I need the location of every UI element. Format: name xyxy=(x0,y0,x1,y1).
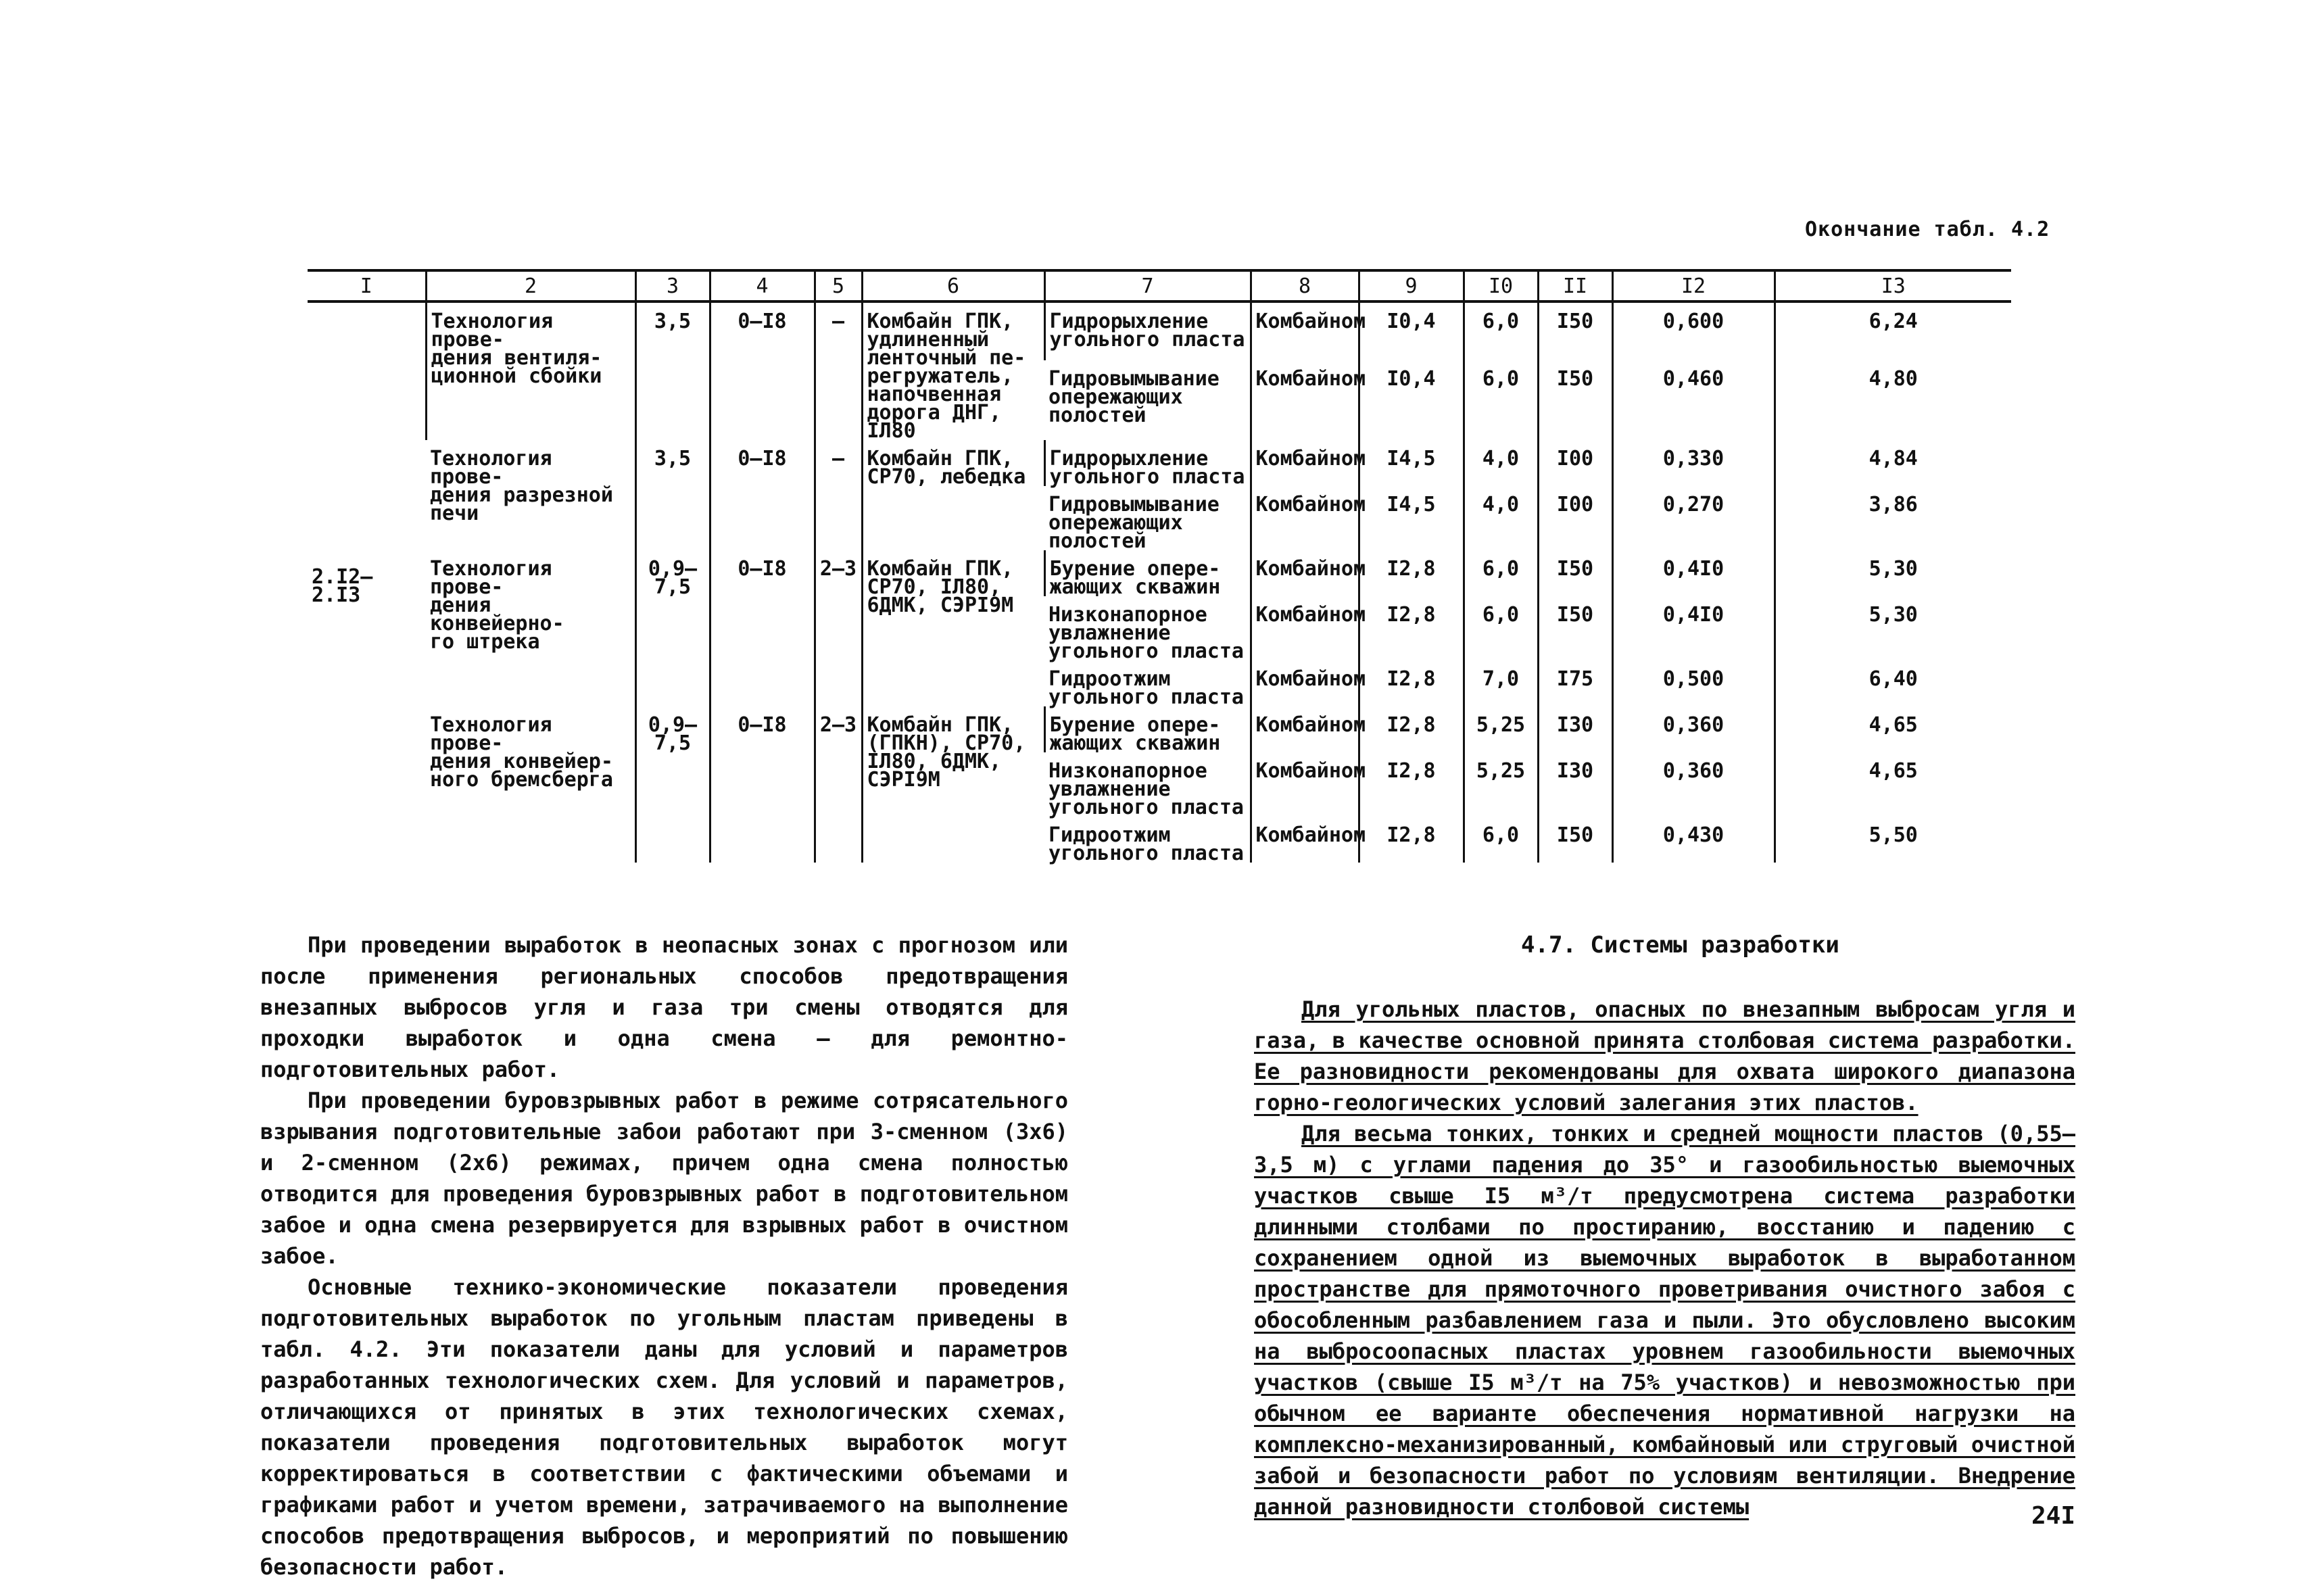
method-cell: Низконапорное увлажнение угольного пласта xyxy=(1048,759,1244,819)
cell-col12: 0,600 xyxy=(1612,301,1775,360)
cell-col9: I4,5 xyxy=(1359,486,1464,550)
cell-col4: 0–I8 xyxy=(710,301,815,440)
cell-col3: 3,5 xyxy=(635,440,710,550)
table-row xyxy=(308,550,2011,596)
method-cell: Гидровымывание опережающих полостей xyxy=(1048,493,1220,553)
paragraph: При проведении выработок в неопасных зонах с прогнозом или после применения региональных способов предотвращения внезапных выбросов угля и газа три смены отводятся для проходки выработок и одна смена – для ремонтно-подготовительных работ. xyxy=(260,932,1068,1082)
cell-col13: 5,50 xyxy=(1775,817,2011,863)
cell-col4: 0–I8 xyxy=(710,440,815,550)
cell-col9: I2,8 xyxy=(1359,706,1464,752)
method-cell: Бурение опере- жающих скважин xyxy=(1044,550,1251,596)
mode-cell: Комбайном xyxy=(1251,550,1359,596)
paragraph: Для весьма тонких, тонких и средней мощности пластов (0,55–3,5 м) с углами падения до 35° и газообильностью выемочных участков свыше I5 м³/т предусмотрена система разработки длинными столбами по простиранию, восстанию и падению с сохранением одной из выемочных выработок в выработанном пространстве для прямоточного проветривания очистного забоя с обособленным разбавлением газа и пыли. Это обусловлено высоким на выбросоопасных пластах уровнем газообильности выемочных участков (свыше I5 м³/т на 75% участков) и невозможностью при обычном ее варианте обеспечения нормативной нагрузки на комплексно-механизированный, комбайновый или струговый очистной забой и безопасности работ по условиям вентиляции. Внедрение данной разновидности столбовой системы xyxy=(1254,1121,2075,1520)
left-text-column xyxy=(260,929,1068,1582)
cell-col10: 7,0 xyxy=(1464,660,1538,706)
cell-col10: 6,0 xyxy=(1464,817,1538,863)
cell-col13: 4,65 xyxy=(1775,752,2011,817)
page-number: 24I xyxy=(2031,1502,2076,1530)
col-header: 8 xyxy=(1251,270,1359,301)
method-cell: Гидрорыхление угольного пласта xyxy=(1044,301,1251,360)
paragraph: Основные технико-экономические показатели проведения подготовительных выработок по угольным пластам приведены в табл. 4.2. Эти показатели даны для условий и параметров разработанных технологических схем. Для условий и параметров, отличающихся от принятых в этих технологических схемах, показатели проведения подготовительных выработок могут корректироваться в соответствии с фактическими объемами и графиками работ и учетом времени, затрачиваемого на выполнение способов предотвращения выбросов, и мероприятий по повышению безопасности работ. xyxy=(260,1274,1068,1580)
row-code: 2.I2– 2.I3 xyxy=(312,565,373,607)
cell-col13: 3,86 xyxy=(1775,486,2011,550)
cell-col13: 5,30 xyxy=(1775,596,2011,660)
cell-col5: – xyxy=(815,440,862,550)
col-header: I0 xyxy=(1464,270,1538,301)
cell-col11: I00 xyxy=(1538,440,1612,486)
technology-cell: Технология прове- дения конвейер- ного бремсберга xyxy=(430,713,613,792)
col-header: 3 xyxy=(635,270,710,301)
mode-cell: Комбайном xyxy=(1251,596,1359,660)
cell-col13: 5,30 xyxy=(1775,550,2011,596)
cell-col11: I00 xyxy=(1538,486,1612,550)
cell-col9: I2,8 xyxy=(1359,550,1464,596)
cell-col9: I2,8 xyxy=(1359,752,1464,817)
mode-cell: Комбайном xyxy=(1251,301,1359,360)
mode-cell: Комбайном xyxy=(1251,817,1359,863)
method-cell: Гидроотжим угольного пласта xyxy=(1048,667,1244,709)
method-cell: Бурение опере- жающих скважин xyxy=(1044,706,1251,752)
cell-col12: 0,330 xyxy=(1612,440,1775,486)
table-body xyxy=(308,301,2011,863)
row-code-cell xyxy=(308,301,426,863)
cell-col10: 4,0 xyxy=(1464,486,1538,550)
cell-col13: 4,80 xyxy=(1775,360,2011,440)
cell-col11: I50 xyxy=(1538,301,1612,360)
mode-cell: Комбайном xyxy=(1251,706,1359,752)
cell-col12: 0,4I0 xyxy=(1612,550,1775,596)
col-header: 4 xyxy=(710,270,815,301)
technology-cell: Технология прове- дения конвейерно- го штрека xyxy=(430,557,564,654)
cell-col4: 0–I8 xyxy=(710,550,815,706)
cell-col9: I2,8 xyxy=(1359,596,1464,660)
cell-col11: I50 xyxy=(1538,360,1612,440)
cell-col4: 0–I8 xyxy=(710,706,815,863)
cell-col9: I0,4 xyxy=(1359,301,1464,360)
mode-cell: Комбайном xyxy=(1251,360,1359,440)
equipment-cell: Комбайн ГПК, СР70, лебедка xyxy=(862,440,1044,550)
cell-col5: 2–3 xyxy=(815,550,862,706)
technology-cell: Технология прове- дения вентиля- ционной сбойки xyxy=(426,301,635,440)
cell-col11: I75 xyxy=(1538,660,1612,706)
cell-col12: 0,460 xyxy=(1612,360,1775,440)
table-header-row xyxy=(308,270,2011,301)
col-header: 2 xyxy=(426,270,635,301)
cell-col10: 6,0 xyxy=(1464,550,1538,596)
cell-col11: I50 xyxy=(1538,596,1612,660)
equipment-cell: Комбайн ГПК, удлиненный ленточный пе- регружатель, напочвенная дорога ДНГ, IЛ80 xyxy=(862,301,1044,440)
cell-col12: 0,360 xyxy=(1612,706,1775,752)
paragraph: Для угольных пластов, опасных по внезапным выбросам угля и газа, в качестве основной принята столбовая система разработки. Ее разновидности рекомендованы для охвата широкого диапазона горно-геологических условий залегания этих пластов. xyxy=(1254,996,2075,1115)
cell-col3: 3,5 xyxy=(635,301,710,440)
table-caption: Окончание табл. 4.2 xyxy=(1805,218,2050,241)
col-header: I2 xyxy=(1612,270,1775,301)
cell-col12: 0,360 xyxy=(1612,752,1775,817)
col-header: 9 xyxy=(1359,270,1464,301)
col-header: 5 xyxy=(815,270,862,301)
table-row xyxy=(308,440,2011,486)
cell-col13: 6,24 xyxy=(1775,301,2011,360)
cell-col12: 0,430 xyxy=(1612,817,1775,863)
method-cell: Низконапорное увлажнение угольного пласта xyxy=(1048,603,1244,663)
cell-col11: I50 xyxy=(1538,550,1612,596)
cell-col12: 0,270 xyxy=(1612,486,1775,550)
cell-col5: 2–3 xyxy=(815,706,862,863)
cell-col12: 0,4I0 xyxy=(1612,596,1775,660)
cell-col10: 6,0 xyxy=(1464,596,1538,660)
indicators-table xyxy=(308,269,2011,863)
mode-cell: Комбайном xyxy=(1251,440,1359,486)
method-cell: Гидровымывание опережающих полостей xyxy=(1048,366,1220,427)
equipment-cell: Комбайн ГПК, СР70, IЛ80, 6ДМК, СЭРI9М xyxy=(862,550,1044,706)
cell-col3: 0,9– 7,5 xyxy=(635,550,710,706)
cell-col13: 4,65 xyxy=(1775,706,2011,752)
mode-cell: Комбайном xyxy=(1251,486,1359,550)
cell-col10: 4,0 xyxy=(1464,440,1538,486)
cell-col13: 6,40 xyxy=(1775,660,2011,706)
section-title: 4.7. Системы разработки xyxy=(1521,932,1839,959)
col-header: II xyxy=(1538,270,1612,301)
equipment-cell: Комбайн ГПК, (ГПКН), СР70, IЛ80, 6ДМК, СЭРI9М xyxy=(862,706,1044,863)
method-cell: Гидроотжим угольного пласта xyxy=(1048,823,1244,865)
col-header: I xyxy=(308,270,426,301)
cell-col10: 6,0 xyxy=(1464,301,1538,360)
cell-col5: – xyxy=(815,301,862,440)
cell-col9: I0,4 xyxy=(1359,360,1464,440)
cell-col9: I2,8 xyxy=(1359,817,1464,863)
cell-col3: 0,9– 7,5 xyxy=(635,706,710,863)
cell-col9: I2,8 xyxy=(1359,660,1464,706)
cell-col13: 4,84 xyxy=(1775,440,2011,486)
table-row xyxy=(308,301,2011,360)
col-header: 6 xyxy=(862,270,1044,301)
cell-col10: 5,25 xyxy=(1464,706,1538,752)
cell-col10: 6,0 xyxy=(1464,360,1538,440)
cell-col11: I30 xyxy=(1538,706,1612,752)
table-row xyxy=(308,706,2011,752)
right-text-column xyxy=(1254,994,2075,1522)
cell-col12: 0,500 xyxy=(1612,660,1775,706)
cell-col10: 5,25 xyxy=(1464,752,1538,817)
technology-cell: Технология прове- дения разрезной печи xyxy=(430,447,613,525)
paragraph: При проведении буровзрывных работ в режиме сотрясательного взрывания подготовительные забои работают при 3-сменном (3х6) и 2-сменном (2х6) режимах, причем одна смена полностью отводится для проведения буровзрывных работ в подготовительном забое и одна смена резервируется для взрывных работ в очистном забое. xyxy=(260,1088,1068,1269)
col-header: I3 xyxy=(1775,270,2011,301)
mode-cell: Комбайном xyxy=(1251,752,1359,817)
cell-col11: I50 xyxy=(1538,817,1612,863)
cell-col9: I4,5 xyxy=(1359,440,1464,486)
cell-col11: I30 xyxy=(1538,752,1612,817)
mode-cell: Комбайном xyxy=(1251,660,1359,706)
col-header: 7 xyxy=(1044,270,1251,301)
method-cell: Гидрорыхление угольного пласта xyxy=(1044,440,1251,486)
